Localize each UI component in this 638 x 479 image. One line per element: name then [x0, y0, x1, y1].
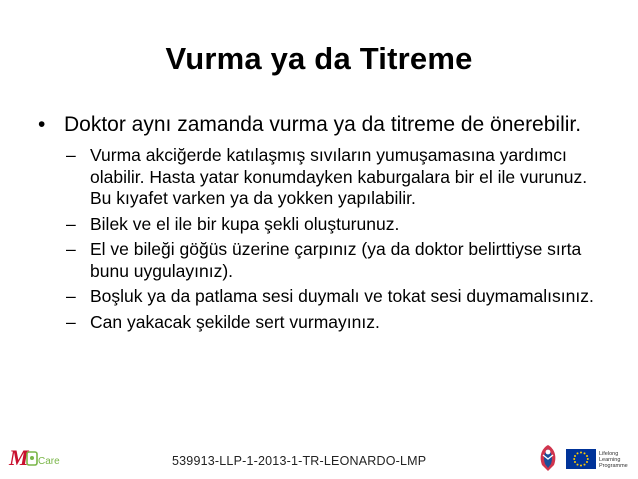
sub-bullet-marker: – [66, 311, 76, 332]
main-bullet [38, 112, 608, 137]
sub-bullet-text: Vurma akciğerde katılaşmış sıvıların yumuşamasına yardımcı olabilir. Hasta yatar konumdayken kaburgalara bir el ile vurunuz. Bu kıyafet varken ya da yokken yapılabilir. [90, 145, 588, 208]
project-code: 539913-LLP-1-2013-1-TR-LEONARDO-LMP [172, 454, 427, 468]
sub-bullet-text: Can yakacak şekilde sert vurmayınız. [90, 311, 380, 332]
sub-bullet [38, 145, 608, 210]
sub-bullet-marker: – [66, 239, 76, 259]
sub-bullet-text: El ve bileği göğüs üzerine çarpınız (ya da doktor belirttiyse sırta bunu uygulayınız). [90, 239, 582, 281]
program-emblem-icon [535, 443, 561, 473]
eu-flag-icon [566, 448, 634, 470]
eu-text-line-3: Programme [599, 463, 628, 469]
sub-bullet [38, 286, 608, 308]
sub-bullet-marker: – [66, 286, 76, 306]
eu-text-line-2: Learning [599, 457, 621, 463]
sub-bullet [38, 312, 608, 334]
sub-bullet-text: Bilek ve el ile bir kupa şekli oluşturunuz. [90, 213, 400, 234]
eu-text-line-1: Lifelong [599, 451, 619, 457]
sub-bullet-marker: – [66, 213, 76, 234]
slide-title: Vurma ya da Titreme [165, 41, 473, 76]
sub-bullet-text: Boşluk ya da patlama sesi duymalı ve tokat sesi duymamalısınız. [90, 286, 594, 306]
sub-bullet [38, 214, 608, 236]
slide-content [38, 112, 608, 337]
sub-bullet-marker: – [66, 145, 76, 165]
sub-bullet [38, 239, 608, 282]
logo-letter-m: M [9, 445, 29, 470]
bullet-marker: • [38, 113, 46, 136]
main-bullet-text: Doktor aynı zamanda vurma ya da titreme de önerebilir. [64, 113, 582, 136]
logo-care-text: Care [38, 456, 60, 467]
